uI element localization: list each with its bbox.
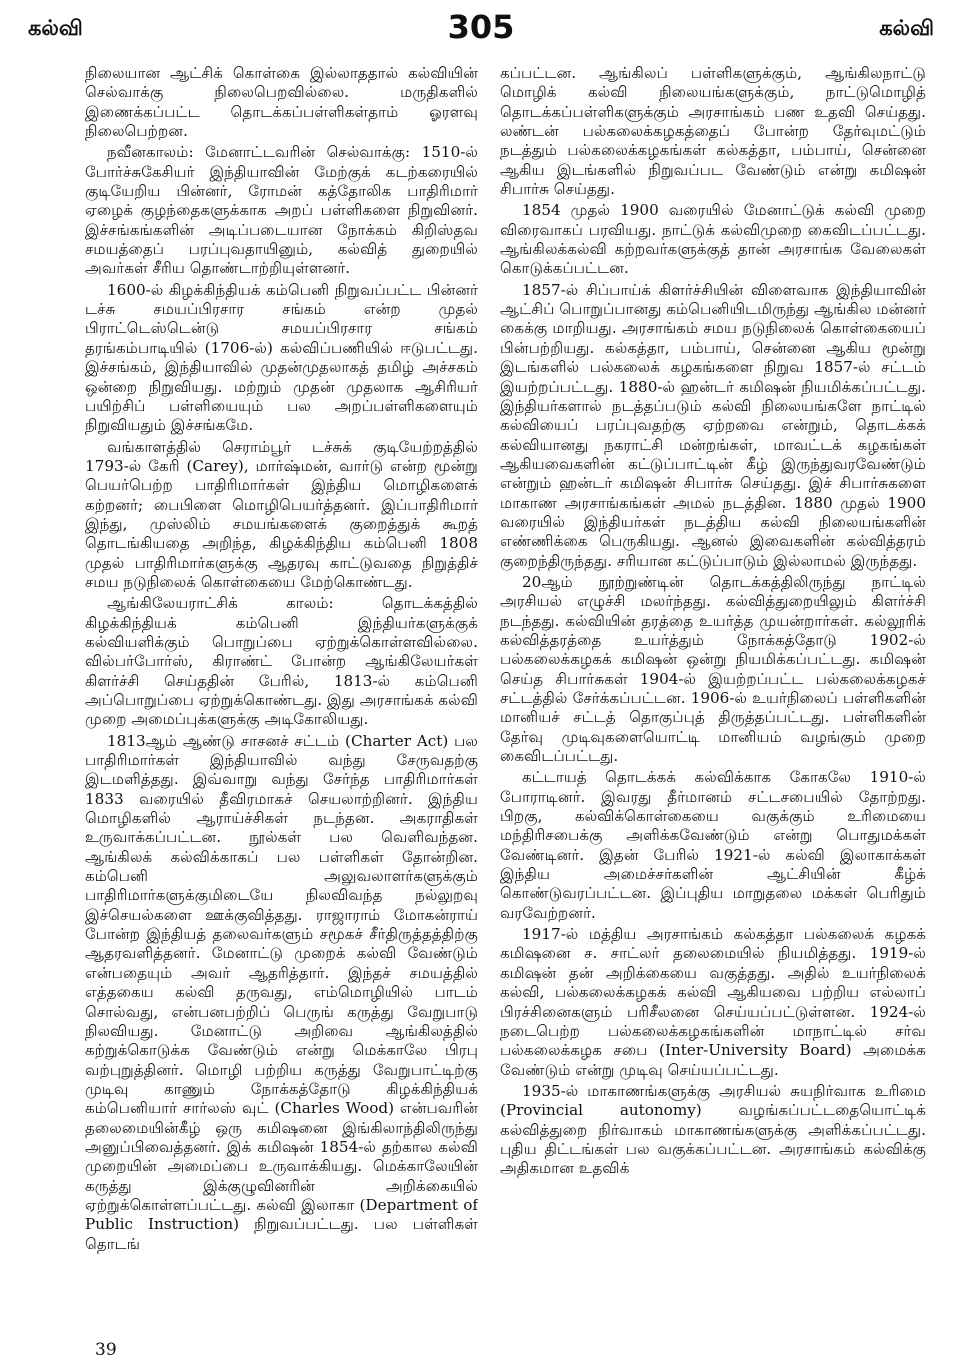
paragraph: 1854 முதல் 1900 வரையில் மேனாட்டுக் கல்வி முறை விரைவாகப் பரவியது. நாட்டுக் கல்விமுறை கைவிடப்பட்டது. ஆங்கிலக்கல்வி கற்றவர்களுக்குத் தான் அரசாங்க வேலைகள் கொடுக்கப்பட்டன. (500, 201, 926, 278)
left-column (85, 64, 478, 1326)
right-column (500, 64, 926, 1326)
paragraph: 1917-ல் மத்திய அரசாங்கம் கல்கத்தா பல்கலைக் கழகக் கமிஷனை ச. சாட்லர் தலைமையில் நியமித்தது. 1919-ல் கமிஷன் தன் அறிக்கையை வகுத்தது. அதில் உயர்நிலைக் கல்வி, பல்கலைக்கழகக் கல்வி ஆகியவை பற்றிய எல்லாப் பிரச்சினைகளும் பரிசீலனை செய்யப்பட்டுள்ளன. 1924-ல் நடைபெற்ற பல்கலைக்கழகங்களின் மாநாட்டில் சர்வ பல்கலைக்கழக சபை (Inter-University Board) அமைக்க வேண்டும் என்று முடிவு செய்யப்பட்டது. (500, 925, 926, 1079)
paragraph: ஆங்கிலேயராட்சிக் காலம்: தொடக்கத்தில் கிழக்கிந்தியக் கம்பெனி இந்தியர்களுக்குக் கல்வியளிக்கும் பொறுப்பை ஏற்றுக்கொள்ளவில்லை. வில்பர்போர்ஸ், கிராண்ட் போன்ற ஆங்கிலேயர்கள் கிளர்ச்சி செய்ததின் பேரில், 1813-ல் கம்பெனி அப்பொறுப்பை ஏற்றுக்கொண்டது. இது அரசாங்கக் கல்வி முறை அமைப்புக்களுக்கு அடிகோலியது. (85, 594, 478, 729)
footer-folio: 39 (95, 1340, 117, 1360)
running-head-right: கல்வி (879, 16, 934, 40)
page-number: 305 (447, 8, 515, 46)
paragraph: 1935-ல் மாகாணங்களுக்கு அரசியல் சுயநிர்வாக உரிமை (Provincial autonomy) வழங்கப்பட்டதையொட்டிக் கல்வித்துறை நிர்வாகம் மாகாணங்களுக்கு அளிக்கப்பட்டது. புதிய திட்டங்கள் பல வகுக்கப்பட்டன. அரசாங்கம் கல்விக்கு அதிகமான உதவிக் (500, 1081, 926, 1178)
paragraph: 1857-ல் சிப்பாய்க் கிளர்ச்சியின் விளைவாக இந்தியாவின் ஆட்சிப் பொறுப்பானது கம்பெனியிடமிருந்து ஆங்கில மன்னர் கைக்கு மாறியது. அரசாங்கம் சமய நடுநிலைக் கொள்கையைப் பின்பற்றியது. கல்கத்தா, பம்பாய், சென்னை ஆகிய மூன்று இடங்களில் பல்கலைக் கழகங்களை நிறுவ 1857-ல் சட்டம் இயற்றப்பட்டது. 1880-ல் ஹன்டர் கமிஷன் நியமிக்கப்பட்டது. இந்தியர்களால் நடத்தப்படும் கல்வி நிலையங்களே நாட்டில் கல்வியைப் பரப்புவதற்கு ஏற்றவை என்றும், தொடக்கக் கல்வியானது நகராட்சி மன்றங்கள், மாவட்டக் கழகங்கள் ஆகியவைகளின் கட்டுப்பாட்டின் கீழ் இருந்துவரவேண்டும் என்றும் ஹன்டர் கமிஷன் சிபார்சு செய்தது. இச் சிபார்சுகளை மாகாண அரசாங்கங்கள் அமல் நடத்தின. 1880 முதல் 1900 வரையில் இந்தியர்கள் நடத்திய கல்வி நிலையங்களின் எண்ணிக்கை பெருகியது. ஆனல் இவைகளின் கல்வித்தரம் குறைந்திருந்தது. சரியான கட்டுப்பாடும் இல்லாமல் இருந்தது. (500, 280, 926, 570)
paragraph: வங்காளத்தில் செராம்பூர் டச்சுக் குடியேற்றத்தில் 1793-ல் கேரி (Carey), மார்ஷ்மன், வார்டு என்ற மூன்று பெயர்பெற்ற பாதிரிமார்கள் இந்திய மொழிகளைக் கற்றனர்; பைபிளை மொழிபெயர்த்தனர். இப்பாதிரிமார் இந்து, முஸ்லிம் சமயங்களைக் குறைத்துக் கூறத் தொடங்கியதை அறிந்த, கிழக்கிந்திய கம்பெனி 1808 முதல் பாதிரிமார்களுக்கு ஆதரவு காட்டுவதை நிறுத்திச் சமய நடுநிலைக் கொள்கையை மேற்கொண்டது. (85, 437, 478, 591)
paragraph: கட்டாயத் தொடக்கக் கல்விக்காக கோகலே 1910-ல் போராடினர். இவரது தீர்மானம் சட்டசபையில் தோற்றது. பிறகு, கல்விக்கொள்கையை வகுக்கும் உரிமையை மந்திரிசபைக்கு அளிக்கவேண்டும் என்று பொதுமக்கள் வேண்டினர். இதன் பேரில் 1921-ல் கல்வி இலாகாக்கள் இந்திய அமைச்சர்களின் ஆட்சியின் கீழ்க் கொண்டுவரப்பட்டன. இப்புதிய மாறுதலை மக்கள் பெரிதும் வரவேற்றனர். (500, 768, 926, 922)
paragraph: நிலையான ஆட்சிக் கொள்கை இல்லாததால் கல்வியின் செல்வாக்கு நிலைபெறவில்லை. மருதிகளில் இணைக்கப்பட்ட தொடக்கப்பள்ளிகள்தாம் ஓரளவு நிலைபெற்றன. (85, 64, 478, 141)
paragraph: 1600-ல் கிழக்கிந்தியக் கம்பெனி நிறுவப்பட்ட பின்னர் டச்சு சமயப்பிரசார சங்கம் என்ற முதல் பிராட்டெஸ்டென்டு சமயப்பிரசார சங்கம் தரங்கம்பாடியில் (1706-ல்) கல்விப்பணியில் ஈடுபட்டது. இச்சங்கம், இந்தியாவில் முதன்முதலாகத் தமிழ் அச்சகம் ஒன்றை நிறுவியது. மற்றும் முதன் முதலாக ஆசிரியர் பயிற்சிப் பள்ளியையும் பல அறப்பள்ளிகளையும் நிறுவியதும் இச்சங்கமே. (85, 280, 478, 435)
running-head-left: கல்வி (28, 16, 83, 40)
paragraph: நவீனகாலம்: மேனாட்டவரின் செல்வாக்கு: 1510-ல் போர்ச்சுகேசியர் இந்தியாவின் மேற்குக் கடற்கரையில் குடியேறிய பின்னர், ரோமன் கத்தோலிக பாதிரிமார் ஏழைக் குழந்தைகளுக்காக அறப் பள்ளிகளை நிறுவினர். இச்சங்கங்களின் அடிப்படையான நோக்கம் கிறிஸ்தவ சமயத்தைப் பரப்புவதாயினும், கல்வித் துறையில் அவர்கள் சீரிய தொண்டாற்றியுள்ளனர். (85, 143, 478, 278)
page-header (28, 8, 934, 48)
paragraph: 20ஆம் நூற்றுண்டின் தொடக்கத்திலிருந்து நாட்டில் அரசியல் எழுச்சி மலர்ந்தது. கல்வித்துறையிலும் கிளர்ச்சி நடந்தது. கல்வியின் தரத்தை உயர்த்த முயன்றார்கள். கல்லூரிக் கல்வித்தரத்தை உயர்த்தும் நோக்கத்தோடு 1902-ல் பல்கலைக்கழகக் கமிஷன் ஒன்று நியமிக்கப்பட்டது. கமிஷன் செய்த சிபார்சுகள் 1904-ல் இயற்றப்பட்ட பல்கலைக்கழகச் சட்டத்தில் சேர்க்கப்பட்டன. 1906-ல் உயர்நிலைப் பள்ளிகளின் மானியச் சட்டத் தொகுப்புத் திருத்தப்பட்டது. பள்ளிகளின் தேர்வு முடிவுகளையொட்டி மானியம் வழங்கும் முறை கைவிடப்பட்டது. (500, 572, 926, 766)
paragraph: 1813ஆம் ஆண்டு சாசனச் சட்டம் (Charter Act) பல பாதிரிமார்கள் இந்தியாவில் வந்து சேருவதற்கு இடமளித்தது. இவ்வாறு வந்து சேர்ந்த பாதிரிமார்கள் 1833 வரையில் தீவிரமாகச் செயலாற்றினர். இந்திய மொழிகளில் ஆராய்ச்சிகள் நடந்தன. அகராதிகள் உருவாக்கப்பட்டன. நூல்கள் பல வெளிவந்தன. ஆங்கிலக் கல்விக்காகப் பல பள்ளிகள் தோன்றின. கம்பெனி அலுவலாளர்களுக்கும் பாதிரிமார்களுக்குமிடையே நிலவிவந்த நல்லுறவு இச்செயல்களை ஊக்குவித்தது. ராஜாராம் மோகன்ராய் போன்ற இந்தியத் தலைவர்களும் சமூகச் சீர்திருத்தத்திற்கு ஆதரவளித்தனர். மேனாட்டு முறைக் கல்வி வேண்டும் என்பதையும் அவர் ஆதரித்தார். இந்தச் சமயத்தில் எத்தகைய கல்வி தருவது, எம்மொழியில் பாடம் சொல்வது, என்பனபற்றிப் பெருங் கருத்து வேறுபாடு நிலவியது. மேனாட்டு அறிவை ஆங்கிலத்தில் கற்றுக்கொடுக்க வேண்டும் என்று மெக்காலே பிரபு வற்புறுத்தினர். மொழி பற்றிய கருத்து வேறுபாட்டிற்கு முடிவு காணும் நோக்கத்தோடு கிழக்கிந்தியக் கம்பெனியார் சார்லஸ் வுட் (Charles Wood) என்பவரின் தலைமையின்கீழ் ஒரு கமிஷனை இங்கிலாந்திலிருந்து அனுப்பிவைத்தனர். இக் கமிஷன் 1854-ல் தற்கால கல்வி முறையின் அமைப்பை உருவாக்கியது. மெக்காலேயின் கருத்து இக்குழுவினரின் அறிக்கையில் ஏற்றுக்கொள்ளப்பட்டது. கல்வி இலாகா (Department of Public Instruction) நிறுவப்பட்டது. பல பள்ளிகள் தொடங் (85, 731, 478, 1253)
paragraph: கப்பட்டன. ஆங்கிலப் பள்ளிகளுக்கும், ஆங்கிலநாட்டு மொழிக் கல்வி நிலையங்களுக்கும், நாட்டுமொழித் தொடக்கப்பள்ளிகளுக்கும் அரசாங்கம் பண உதவி செய்தது. லண்டன் பல்கலைக்கழகத்தைப் போன்ற தேர்வுமட்டும் நடத்தும் பல்கலைக்கழகங்கள் கல்கத்தா, பம்பாய், சென்னை ஆகிய இடங்களில் நிறுவப்பட வேண்டும் என்று கமிஷன் சிபார்சு செய்தது. (500, 64, 926, 199)
